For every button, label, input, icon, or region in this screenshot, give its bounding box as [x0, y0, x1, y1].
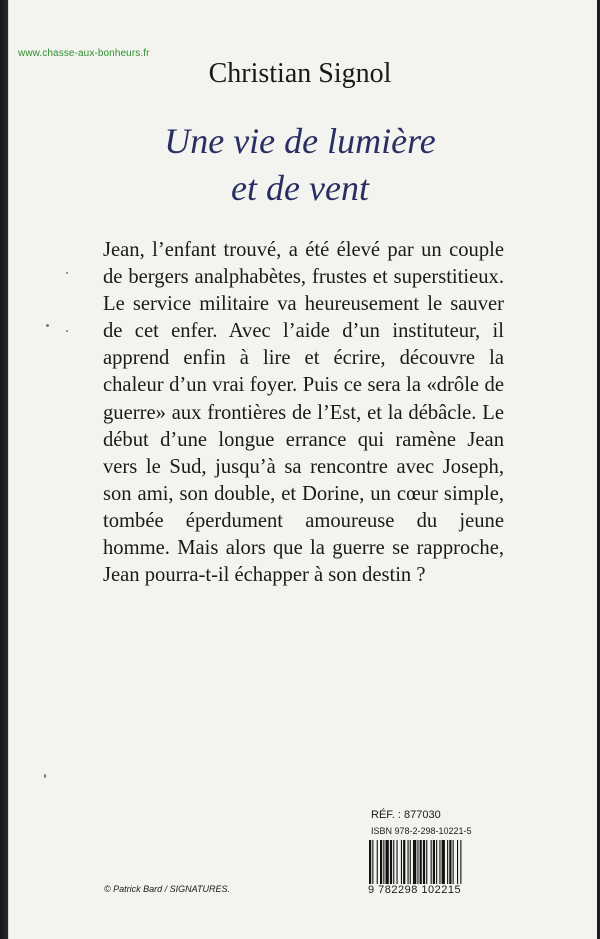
barcode — [368, 840, 502, 884]
print-speck — [46, 324, 49, 327]
photo-credit: © Patrick Bard / SIGNATURES. — [104, 884, 230, 894]
book-title — [0, 118, 600, 212]
isbn-number: ISBN 978-2-298-10221-5 — [371, 826, 472, 836]
reference-number: RÉF. : 877030 — [371, 809, 441, 821]
blurb-text: Jean, l’enfant trouvé, a été élevé par un couple de bergers analphabètes, frustes et superstitieux. Le service militaire va heureusement le sauver de cet enfer. Avec l’aide d’un instituteur, il apprend enfin à lire et écrire, découvre la chaleur d’un vrai foyer. Puis ce sera la «drôle de guerre» aux frontières de l’Est, et la débâcle. Le début d’une longue errance qui ramène Jean vers le Sud, jusqu’à sa rencontre avec Joseph, son ami, son double, et Dorine, un cœur simple, tombée éperdument amoureuse du jeune homme. Mais alors que la guerre se rapproche, Jean pourra-t-il échapper à son destin ? — [103, 239, 504, 587]
print-speck — [66, 272, 68, 274]
author-name: Christian Signol — [208, 58, 392, 89]
watermark: www.chasse-aux-bonheurs.fr — [18, 48, 150, 59]
title-line-1: Une vie de lumière — [164, 121, 436, 161]
print-speck — [66, 330, 68, 332]
print-speck — [44, 774, 46, 778]
barcode-digits: 9 782298 102215 — [368, 884, 462, 896]
title-line-2: et de vent — [231, 168, 369, 208]
